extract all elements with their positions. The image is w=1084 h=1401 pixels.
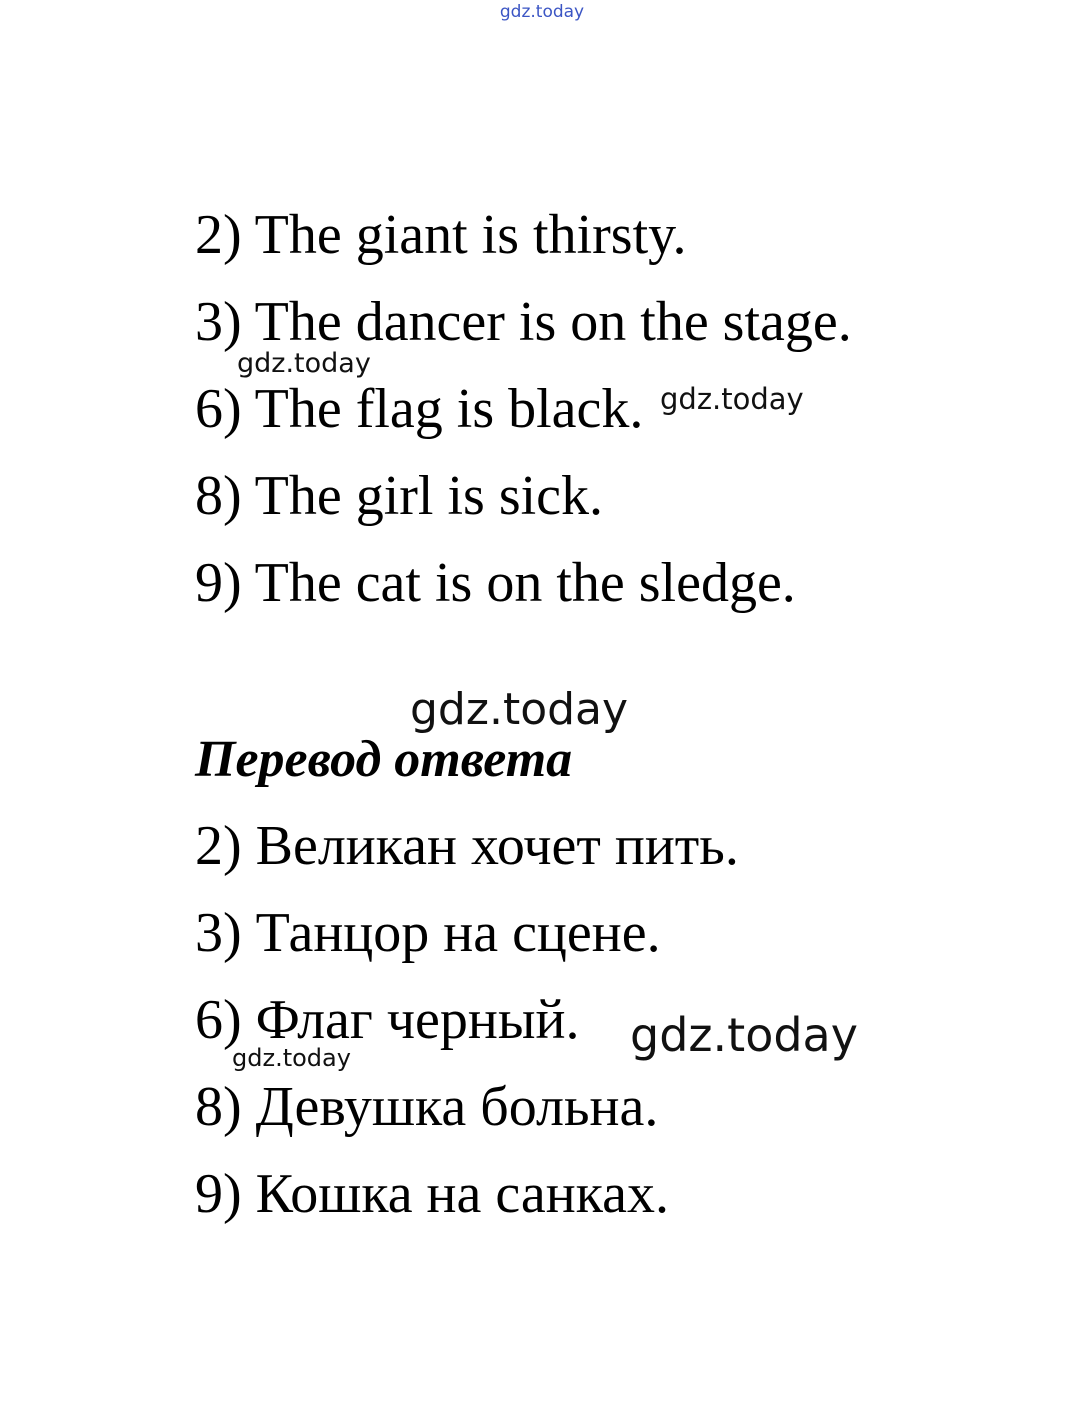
watermark-4: gdz.today <box>630 1008 858 1062</box>
watermark-5: gdz.today <box>232 1044 351 1072</box>
english-answer-6: 6) The flag is black. <box>195 378 644 440</box>
watermark-2: gdz.today <box>660 382 804 416</box>
english-answer-8: 8) The girl is sick. <box>195 465 604 527</box>
english-answer-9: 9) The cat is on the sledge. <box>195 552 796 614</box>
watermark-top: gdz.today <box>499 2 585 22</box>
translation-heading: Перевод ответа <box>195 731 573 788</box>
english-answer-2: 2) The giant is thirsty. <box>195 204 687 266</box>
russian-answer-3: 3) Танцор на сцене. <box>195 902 661 964</box>
watermark-3: gdz.today <box>410 684 629 735</box>
english-answer-3: 3) The dancer is on the stage. <box>195 291 852 353</box>
russian-answer-6: 6) Флаг черный. <box>195 989 580 1051</box>
russian-answer-9: 9) Кошка на санках. <box>195 1163 669 1225</box>
russian-answer-8: 8) Девушка больна. <box>195 1076 659 1138</box>
russian-answer-2: 2) Великан хочет пить. <box>195 815 739 877</box>
watermark-1: gdz.today <box>237 348 371 379</box>
